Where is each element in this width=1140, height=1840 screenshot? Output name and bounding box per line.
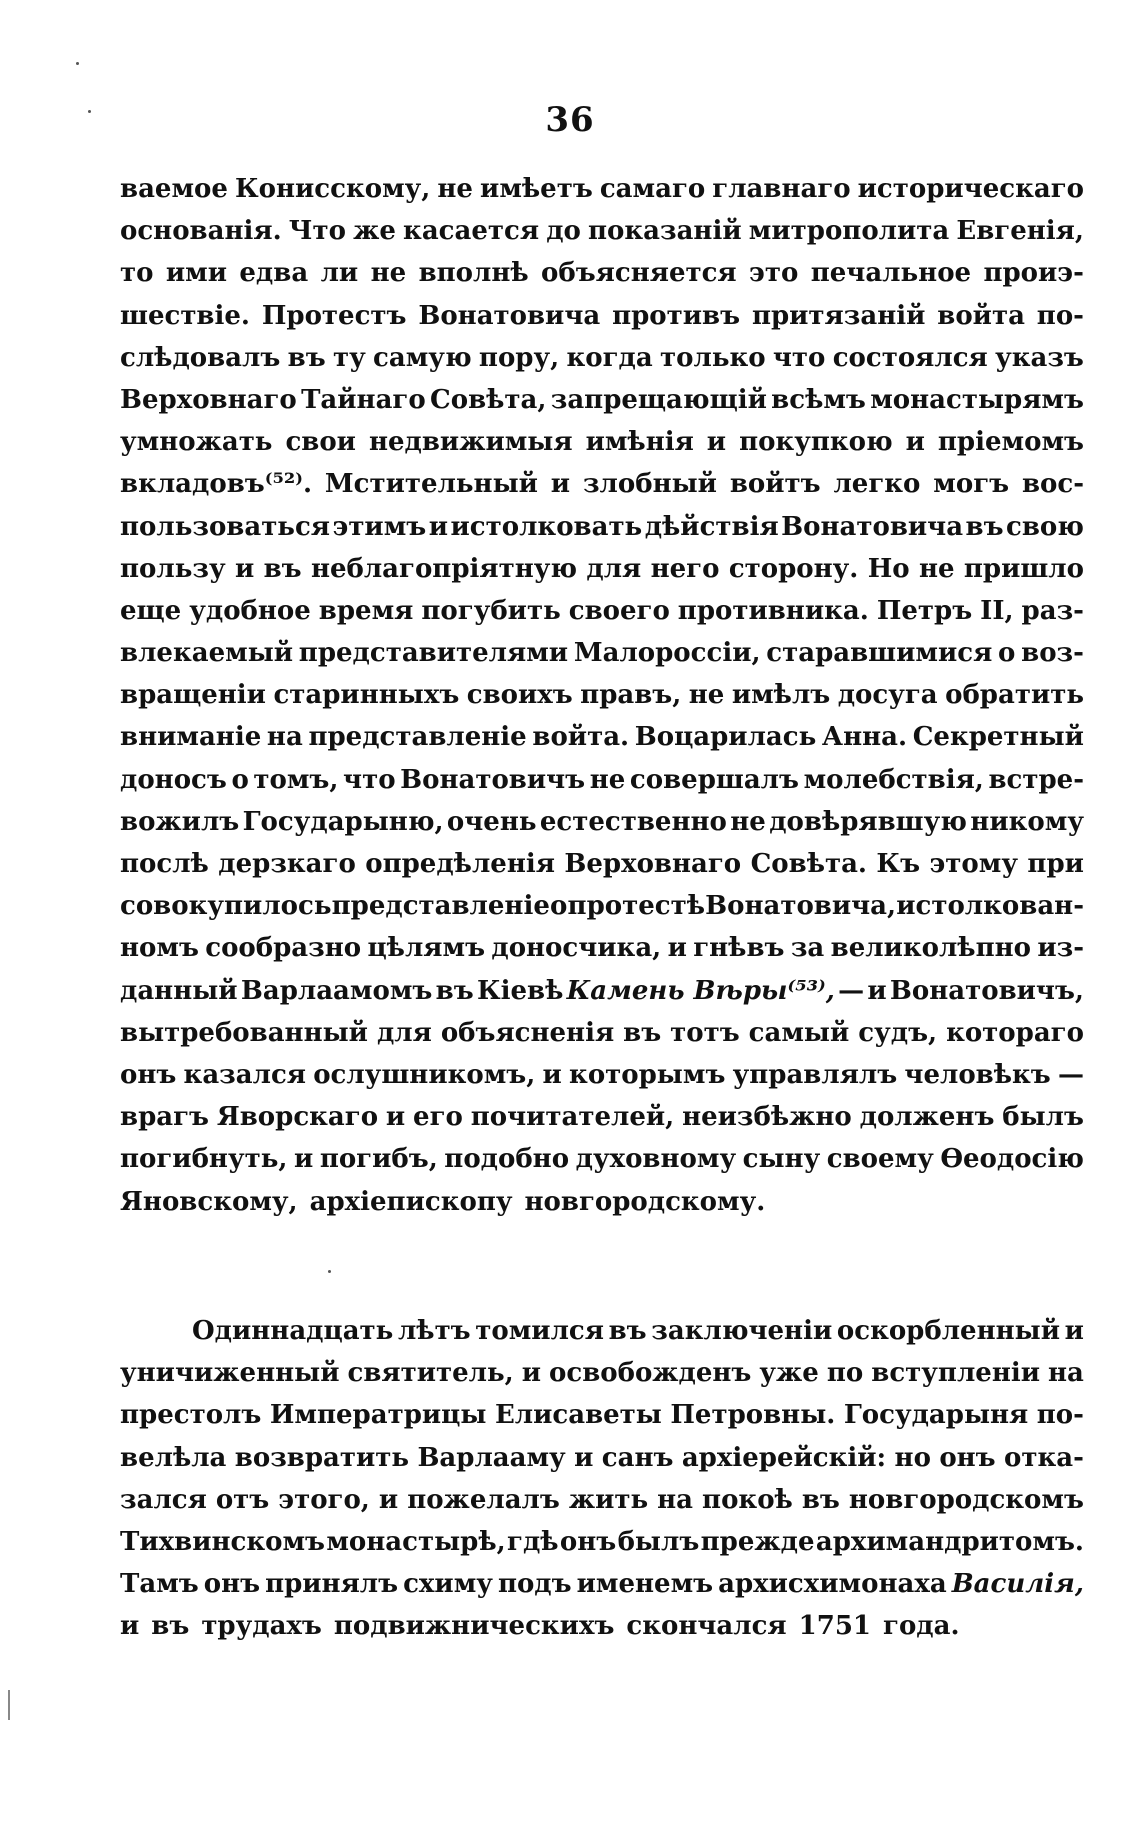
word: Евгенія, [956, 216, 1084, 247]
word: вполнѣ [418, 258, 529, 289]
word: для [376, 1017, 432, 1048]
word: духовному [575, 1144, 737, 1175]
scan-speck [88, 110, 91, 113]
word: жить [568, 1484, 649, 1515]
word: самаго [599, 174, 706, 204]
word: Ѳеодосію [940, 1144, 1084, 1175]
word: не [589, 764, 626, 795]
word: пріемомъ [937, 427, 1084, 458]
paragraph-1 [120, 168, 1084, 1223]
word: и [1064, 1316, 1084, 1346]
word: новгородскому. [524, 1186, 766, 1217]
word: митрополита [748, 216, 950, 247]
word: свои [285, 427, 356, 458]
word: томился [475, 1316, 604, 1346]
text-line [120, 1479, 1084, 1521]
word: вожилъ [120, 806, 240, 837]
text-line [120, 1012, 1084, 1054]
word: опредѣленія [365, 849, 555, 879]
word: проиэ- [983, 258, 1084, 289]
word: которымъ [569, 1059, 726, 1090]
word: Тихвинскомъ [120, 1526, 325, 1557]
word: Что [288, 216, 346, 247]
word: дерзкаго [218, 849, 356, 879]
word: и [428, 511, 449, 542]
word: освобожденъ [549, 1358, 752, 1389]
word: покоѣ [702, 1484, 793, 1515]
word: объясненія [440, 1017, 615, 1048]
word: гнѣвъ [693, 933, 785, 964]
text-line [120, 1181, 1084, 1223]
text-line [120, 1352, 1084, 1394]
word: Вонатовичъ [400, 764, 586, 795]
word: и [378, 1484, 399, 1515]
text-line [120, 632, 1084, 674]
word: противъ [612, 300, 741, 331]
text-line [120, 1563, 1084, 1605]
word: пришло [963, 553, 1084, 584]
word: архисхимонаха [718, 1569, 947, 1600]
word: досуга [837, 680, 938, 711]
word: и [293, 1144, 314, 1175]
word: погибнуть, [120, 1144, 288, 1175]
word: при [1027, 849, 1084, 879]
word: для [586, 553, 642, 584]
word: самую [373, 342, 472, 373]
word: и [550, 469, 571, 500]
word: притязаній [751, 300, 926, 331]
word: погибъ, [319, 1144, 438, 1175]
word: его [413, 1102, 463, 1133]
word: не [437, 174, 473, 204]
word: Къ [876, 849, 921, 879]
word: по- [1036, 300, 1084, 331]
word: Государыня [843, 1400, 1029, 1431]
word: возвратить [234, 1442, 410, 1473]
word: томъ, [253, 764, 339, 795]
word: монастырямъ [870, 384, 1084, 415]
word: вос- [1021, 469, 1084, 500]
text-line [120, 421, 1084, 463]
word: принялъ [265, 1569, 399, 1600]
word: довѣрявшую [769, 806, 967, 837]
word: указъ [995, 342, 1084, 373]
word: прежде [700, 1526, 815, 1557]
word: Василія, [951, 1569, 1084, 1600]
word: на [657, 1484, 694, 1515]
word: монастырѣ, [326, 1526, 506, 1557]
word: ту [332, 342, 366, 373]
word: на [266, 722, 303, 753]
word: всѣмъ [771, 384, 866, 415]
word: доносчика, [491, 933, 662, 964]
word: молебствія, [803, 764, 984, 795]
word: именемъ [576, 1569, 714, 1600]
word: свою [1006, 511, 1084, 542]
word: котораго [946, 1017, 1084, 1048]
word: касается [403, 216, 540, 247]
word: Воцарилась [634, 722, 817, 753]
text-line [120, 1138, 1084, 1180]
word: уже [759, 1358, 819, 1389]
word: этого, [278, 1484, 370, 1515]
word: представленіе [331, 891, 550, 922]
word: номъ [120, 933, 199, 964]
word: слѣдовалъ [120, 342, 281, 373]
word: воз- [1021, 638, 1084, 669]
word: вращеніи [120, 680, 266, 711]
word: ими [165, 258, 227, 289]
word: дѣйствія [644, 511, 779, 542]
word: управлялъ [732, 1059, 898, 1090]
text-line [120, 1521, 1084, 1563]
text-line [120, 337, 1084, 379]
word: II, [980, 595, 1014, 626]
text-line [120, 674, 1084, 716]
word: схиму [403, 1569, 493, 1600]
word: своихъ [466, 680, 573, 711]
word: пору, [478, 342, 560, 373]
word: онъ [939, 1442, 996, 1473]
word: Малороссіи, [573, 638, 761, 669]
word: Вонатовича [781, 511, 964, 542]
word: 1751 [798, 1611, 872, 1642]
word: Петровны. [670, 1400, 836, 1431]
word: этому [929, 849, 1018, 879]
word: — [838, 975, 865, 1006]
word: историческаго [857, 174, 1084, 204]
word: Вонатовичъ, [889, 975, 1084, 1006]
word: Кіевѣ [476, 975, 564, 1006]
word: оскорбленный [836, 1316, 1060, 1346]
word: своего [568, 595, 670, 626]
word: въ [435, 975, 474, 1006]
word: и [706, 427, 727, 458]
word: него [650, 553, 720, 584]
word: Протестъ [261, 300, 407, 331]
word: правъ, [580, 680, 682, 711]
word: удобное [189, 595, 311, 626]
word: что [343, 764, 396, 795]
word: по- [1036, 1400, 1084, 1431]
word: протестѣ [567, 891, 705, 922]
word: погубить [421, 595, 561, 626]
word: войта [937, 300, 1025, 331]
word: Тамъ [120, 1569, 199, 1600]
word: до [546, 216, 581, 247]
word: имѣетъ [480, 174, 593, 204]
word: трудахъ [201, 1611, 322, 1642]
word: — [1057, 1059, 1084, 1090]
word: объясняется [541, 258, 737, 289]
scan-speck [76, 62, 79, 65]
word: и [574, 1442, 594, 1473]
page-number: 36 [545, 100, 595, 140]
word: Петръ [876, 595, 973, 626]
text-line [120, 210, 1084, 252]
word: время [318, 595, 414, 626]
word: умножать [120, 427, 273, 458]
word: онъ [120, 1059, 177, 1090]
word: на [1048, 1358, 1084, 1389]
word: сообразно [205, 933, 362, 964]
word: войтъ [729, 469, 821, 500]
word: долженъ [859, 1102, 995, 1133]
word: едва [239, 258, 309, 289]
word: доносъ [120, 764, 227, 795]
word: то [120, 258, 154, 289]
text-line [120, 1605, 1084, 1647]
word: о [231, 764, 249, 795]
text-line [120, 885, 1084, 927]
word: вступленіи [871, 1358, 1041, 1389]
word: уничиженный [120, 1358, 340, 1389]
word: никому [970, 806, 1084, 837]
word: и [385, 1102, 406, 1133]
word: что [772, 342, 826, 373]
word: въ [965, 511, 1004, 542]
word: въ [623, 1017, 662, 1048]
word: тотъ [670, 1017, 740, 1048]
word: престолъ [120, 1400, 262, 1431]
word: основанія. [120, 216, 282, 247]
text-line [120, 716, 1084, 758]
word: не [730, 806, 766, 837]
word: и [667, 933, 687, 964]
word: главнаго [712, 174, 851, 204]
word: встре- [988, 764, 1084, 795]
word: сыну [742, 1144, 821, 1175]
word: запрещающій [550, 384, 767, 415]
word: о [550, 891, 568, 922]
word: но [894, 1442, 931, 1473]
word: Верховнаго [120, 384, 297, 415]
word: онъ [559, 1526, 617, 1557]
word: имѣнія [585, 427, 694, 458]
word: заключеніи [651, 1316, 833, 1346]
text-line [120, 759, 1084, 801]
word: пожелалъ [407, 1484, 560, 1515]
word: о [998, 638, 1016, 669]
word: архимандритомъ. [815, 1526, 1084, 1557]
word: еще [120, 595, 182, 626]
word: и [234, 553, 255, 584]
word: сторону. [728, 553, 859, 584]
word: Императрицы [269, 1400, 487, 1431]
text-line [120, 295, 1084, 337]
word: же [353, 216, 396, 247]
text-line [120, 1310, 1084, 1352]
text-line [120, 801, 1084, 843]
word: представителями [298, 638, 569, 669]
word: святитель, [347, 1358, 514, 1389]
text-line [120, 168, 1084, 210]
word: раз- [1021, 595, 1084, 626]
paragraph-2 [120, 1310, 1084, 1648]
word: ваемое [120, 174, 228, 204]
word: очень [446, 806, 537, 837]
word: представленіе [308, 722, 527, 753]
text-line [120, 1394, 1084, 1436]
word: покупкою [739, 427, 893, 458]
word: отка- [1004, 1442, 1084, 1473]
word: архіепископу [309, 1186, 513, 1217]
word: судъ, [858, 1017, 938, 1048]
word: не [370, 258, 407, 289]
word: Государыню, [242, 806, 444, 837]
word: Мстительный [324, 469, 538, 500]
word: Анна. [821, 722, 908, 753]
word: могъ [933, 469, 1010, 500]
word: неблагопріятную [310, 553, 578, 584]
word: когда [566, 342, 653, 373]
word: Варлаамомъ [240, 975, 433, 1006]
word: и [905, 427, 925, 458]
word: санъ [601, 1442, 674, 1473]
word: Елисаветы [494, 1400, 662, 1431]
word: въ [801, 1484, 840, 1515]
text-line [120, 1096, 1084, 1138]
word: въ [287, 342, 326, 373]
word: Секретный [912, 722, 1084, 753]
word: злобный [582, 469, 717, 500]
word: Но [867, 553, 910, 584]
text-line [120, 1437, 1084, 1479]
word: своему [826, 1144, 934, 1175]
word: влекаемый [120, 638, 294, 669]
word: казался [183, 1059, 306, 1090]
word: скончался [626, 1611, 787, 1642]
word: отъ [215, 1484, 270, 1515]
word: не [918, 553, 955, 584]
text-line [120, 379, 1084, 421]
word: подвижническихъ [333, 1611, 615, 1642]
word: врагъ [120, 1102, 209, 1133]
word: въ [263, 553, 302, 584]
word: Одиннадцать [192, 1316, 394, 1346]
word: и [120, 1611, 140, 1642]
word: Вонатовича [418, 300, 601, 331]
word: цѣлямъ [367, 933, 486, 964]
text-line [120, 590, 1084, 632]
text-line [120, 506, 1084, 548]
word: великолѣпно [830, 933, 1031, 964]
word: имѣлъ [731, 680, 831, 711]
word: естественно [539, 806, 727, 837]
word: совокупилось [120, 891, 332, 922]
word: вкладовъ⁽⁵²⁾. [120, 469, 313, 500]
word: и [542, 1059, 562, 1090]
word: пользу [120, 553, 226, 584]
word: только [660, 342, 766, 373]
word: Варлааму [417, 1442, 566, 1473]
text-line [120, 252, 1084, 294]
word: подобно [444, 1144, 570, 1175]
word: Конисскому, [234, 174, 431, 204]
word: новгородскомъ [848, 1484, 1084, 1515]
word: Совѣта. [750, 849, 867, 879]
word: данный [120, 975, 238, 1006]
word: не [688, 680, 725, 711]
word: подъ [497, 1569, 572, 1600]
text-line [120, 463, 1084, 505]
text-line [120, 843, 1084, 885]
word: велѣла [120, 1442, 227, 1473]
word: лѣтъ [397, 1316, 471, 1346]
word: Тайнаго [301, 384, 426, 415]
word: въ [151, 1611, 190, 1642]
word: въ [608, 1316, 647, 1346]
scan-margin-mark [8, 1690, 10, 1720]
word: обратить [945, 680, 1084, 711]
word: и [867, 975, 887, 1006]
word: ослушникомъ, [313, 1059, 536, 1090]
scan-speck [328, 1270, 331, 1273]
word: старавшимися [766, 638, 993, 669]
text-line [120, 927, 1084, 969]
word: старинныхъ [273, 680, 460, 711]
word: архіерейскій: [681, 1442, 887, 1473]
word: по [826, 1358, 864, 1389]
word: послѣ [120, 849, 209, 879]
word: вниманіе [120, 722, 262, 753]
word: Яворскаго [216, 1102, 379, 1133]
word: и [521, 1358, 541, 1389]
word: противника. [677, 595, 869, 626]
word: показаній [588, 216, 742, 247]
word: онъ [203, 1569, 261, 1600]
word: человѣкъ [904, 1059, 1051, 1090]
word: Совѣта, [430, 384, 547, 415]
word: совершалъ [629, 764, 799, 795]
word: истолковать [450, 511, 643, 542]
word: былъ [1002, 1102, 1084, 1133]
word: самый [748, 1017, 850, 1048]
word: неизбѣжно [682, 1102, 852, 1133]
word: печальное [810, 258, 972, 289]
word: гдѣ [507, 1526, 559, 1557]
word: из- [1037, 933, 1084, 964]
word: этимъ [332, 511, 427, 542]
word: Вонатовича, [705, 891, 897, 922]
word: Верховнаго [564, 849, 742, 879]
word: это [749, 258, 799, 289]
text-line [120, 1054, 1084, 1096]
text-line [120, 548, 1084, 590]
word: истолкован- [896, 891, 1084, 922]
word: Камень Вѣры⁽⁵³⁾, [566, 975, 835, 1006]
word: года. [883, 1611, 960, 1642]
word: почитателей, [470, 1102, 675, 1133]
text-line [120, 970, 1084, 1012]
word: Яновскому, [120, 1186, 298, 1217]
word: зался [120, 1484, 207, 1515]
word: былъ [617, 1526, 700, 1557]
word: вытребованный [120, 1017, 368, 1048]
word: пользоваться [120, 511, 330, 542]
word: состоялся [832, 342, 988, 373]
word: войта. [532, 722, 630, 753]
word: ли [320, 258, 359, 289]
word: легко [833, 469, 921, 500]
word: недвижимыя [368, 427, 573, 458]
word: шествіе. [120, 300, 250, 331]
word: за [790, 933, 825, 964]
